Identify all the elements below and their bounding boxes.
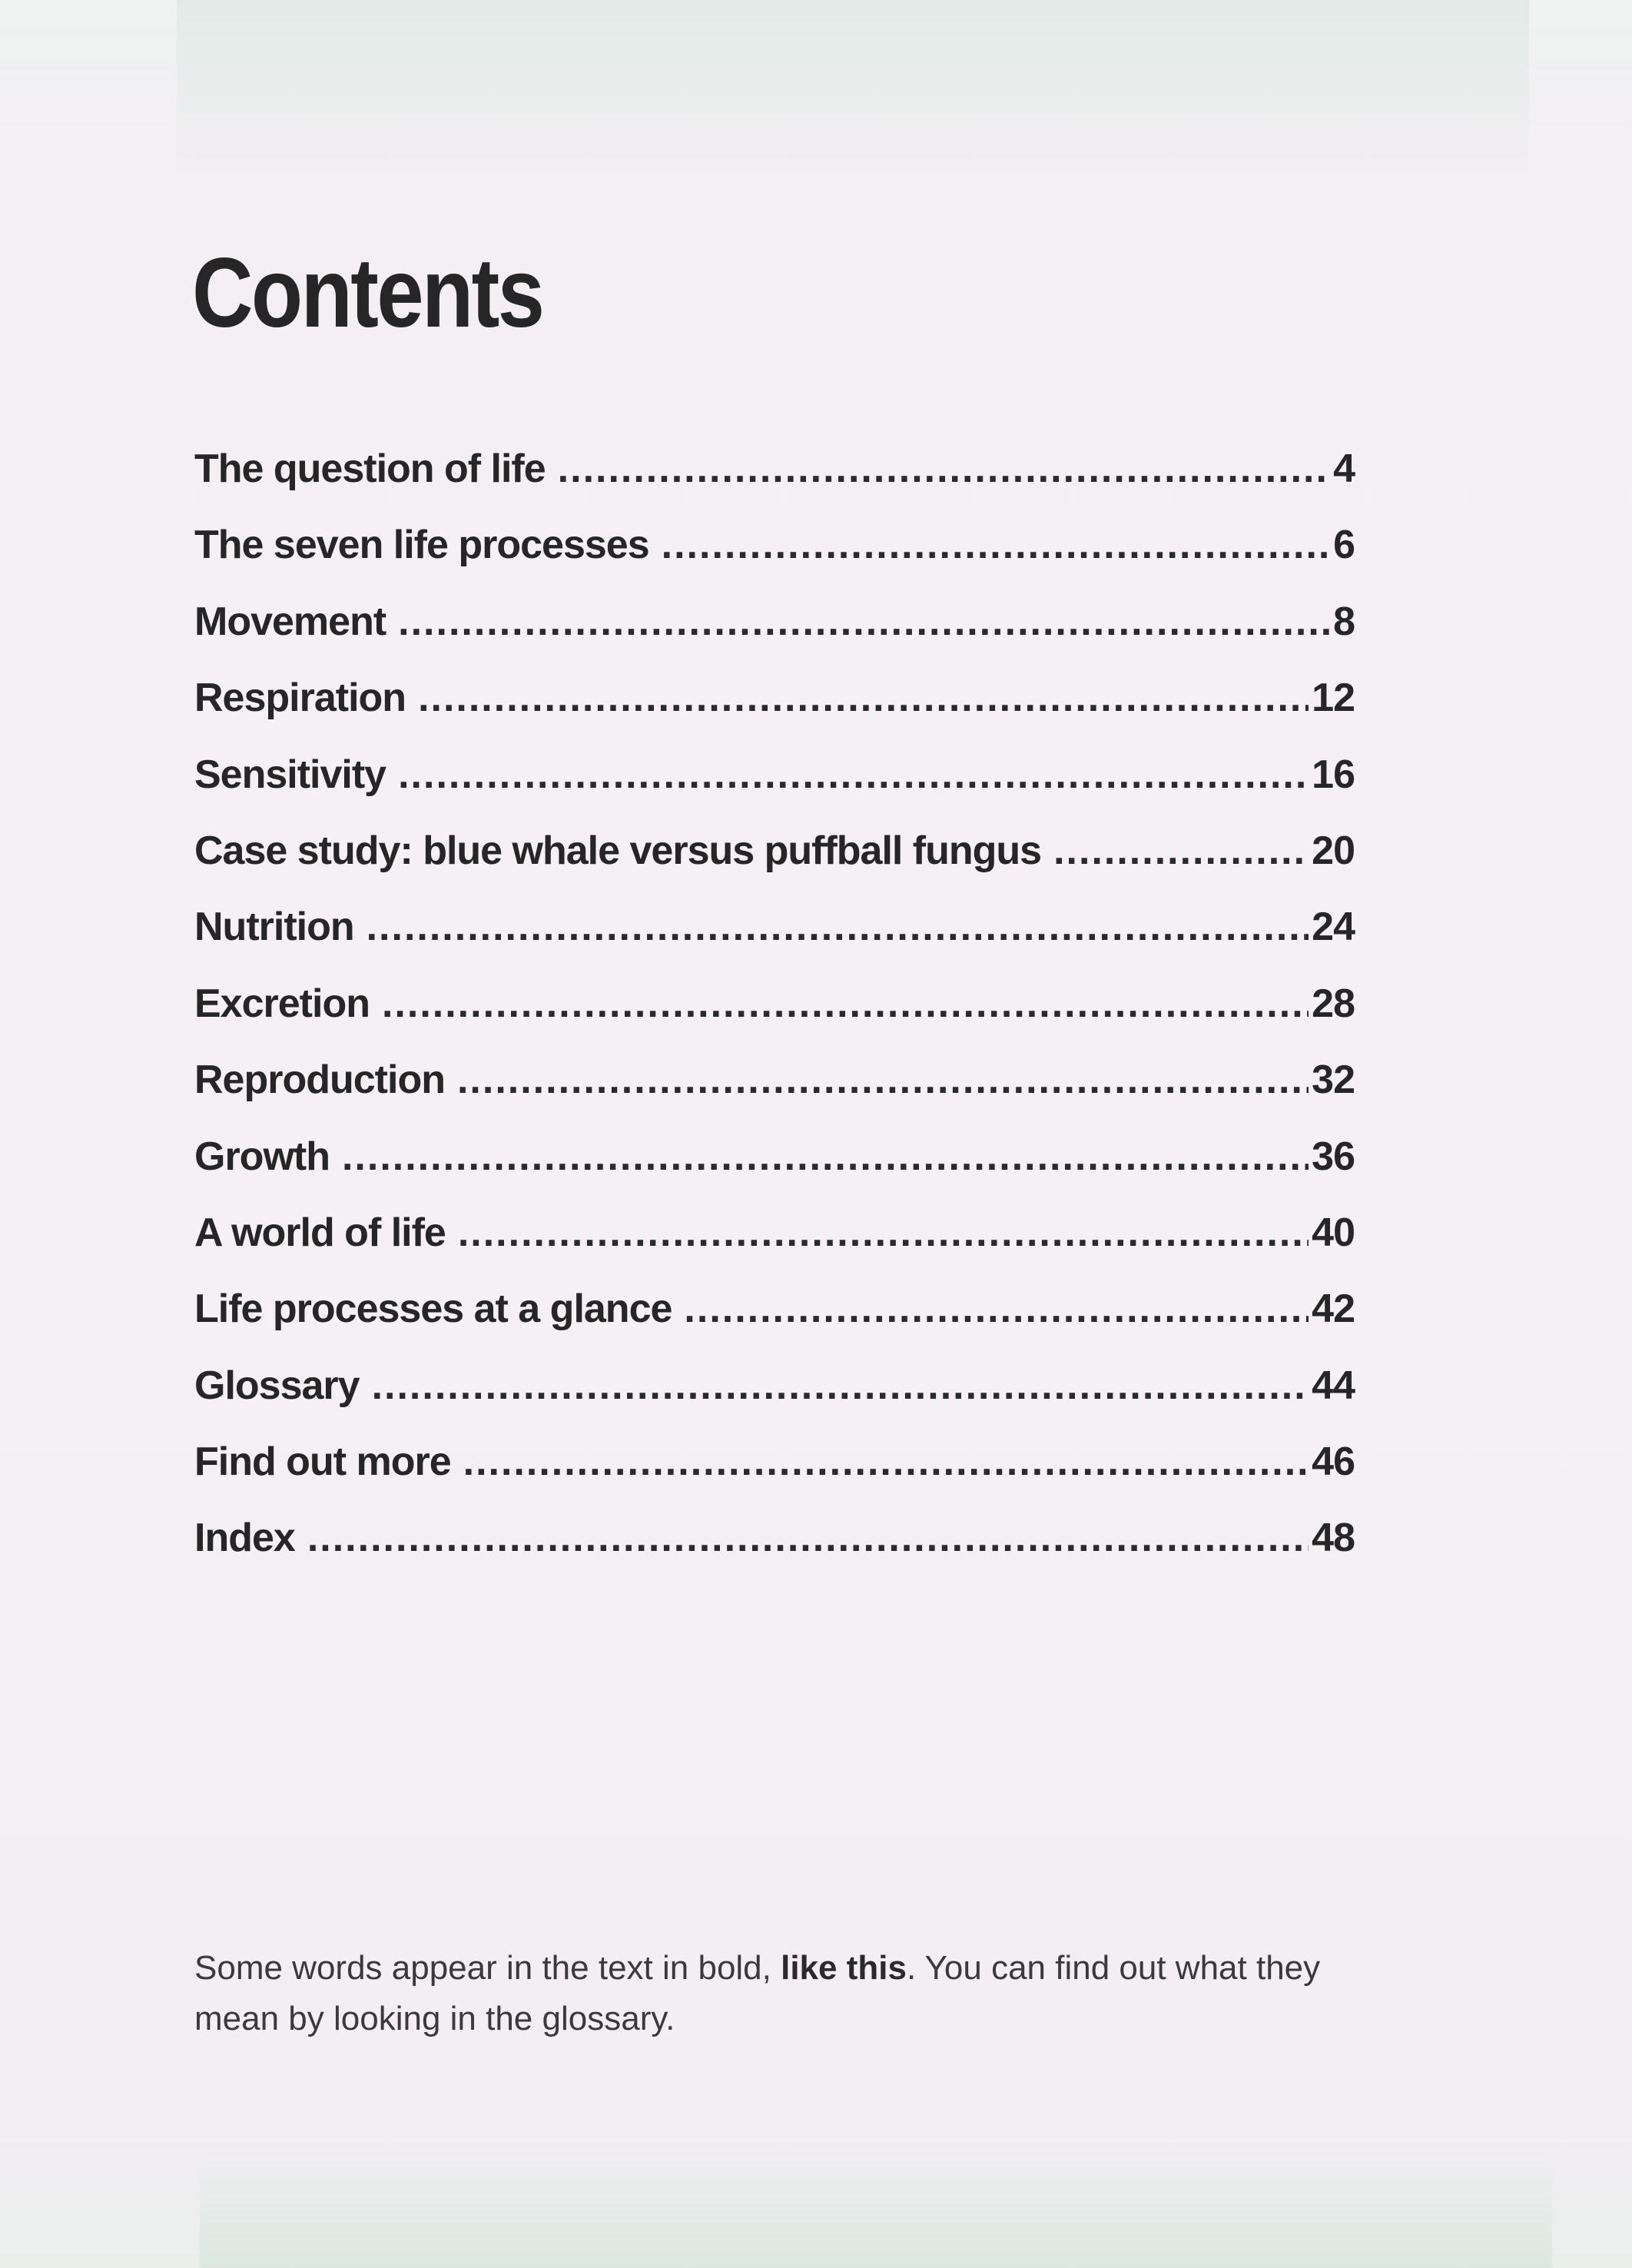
glossary-note-text: Some words appear in the text in bold, (194, 1949, 781, 1987)
toc-entry-page: 44 (1312, 1363, 1355, 1408)
toc-dot-leader (418, 675, 1309, 721)
toc-entry-page: 12 (1312, 676, 1355, 721)
toc-entry[interactable] (194, 675, 1355, 751)
glossary-note (194, 1943, 1347, 2044)
toc-entry[interactable] (194, 1363, 1355, 1439)
toc-entry-page: 24 (1312, 905, 1355, 950)
page-title: Contents (192, 238, 543, 348)
toc-dot-leader (458, 1210, 1309, 1256)
toc-entry[interactable] (194, 1134, 1355, 1210)
toc-entry-label: Sensitivity (194, 752, 386, 797)
toc-entry-page: 46 (1312, 1439, 1355, 1485)
toc-entry[interactable] (194, 981, 1355, 1057)
toc-entry[interactable] (194, 446, 1355, 522)
toc-entry-page: 40 (1312, 1210, 1355, 1255)
toc-dot-leader (307, 1515, 1309, 1561)
toc-dot-leader (367, 904, 1309, 950)
toc-dot-leader (457, 1057, 1309, 1103)
toc-entry-label: The question of life (194, 447, 546, 491)
toc-entry-label: Find out more (194, 1439, 451, 1485)
toc-entry-page: 8 (1333, 599, 1355, 644)
toc-dot-leader (558, 446, 1330, 492)
toc-entry[interactable] (194, 904, 1355, 980)
toc-entry[interactable] (194, 599, 1355, 675)
toc-entry-label: Index (194, 1516, 295, 1561)
toc-dot-leader (1053, 828, 1309, 874)
toc-entry-page: 20 (1312, 828, 1355, 873)
toc-entry-label: Reproduction (194, 1058, 445, 1103)
toc-entry-page: 48 (1312, 1516, 1355, 1561)
toc-entry-page: 32 (1312, 1058, 1355, 1103)
toc-entry[interactable] (194, 1515, 1355, 1591)
toc-entry[interactable] (194, 752, 1355, 828)
glossary-note-bold-example: like this (781, 1949, 907, 1987)
toc-entry-page: 6 (1333, 523, 1355, 568)
toc-dot-leader (342, 1134, 1309, 1180)
toc-entry[interactable] (194, 1210, 1355, 1286)
toc-dot-leader (398, 752, 1309, 798)
toc-entry-label: Life processes at a glance (194, 1287, 672, 1332)
toc-dot-leader (463, 1439, 1309, 1485)
toc-dot-leader (382, 981, 1309, 1027)
toc-entry-label: Movement (194, 599, 386, 644)
toc-dot-leader (372, 1363, 1309, 1409)
toc-entry-label: Growth (194, 1134, 330, 1179)
toc-entry[interactable] (194, 828, 1355, 904)
toc-entry-label: A world of life (194, 1210, 446, 1255)
toc-dot-leader (398, 599, 1330, 645)
toc-entry[interactable] (194, 1057, 1355, 1133)
toc-entry[interactable] (194, 1439, 1355, 1515)
toc-entry-label: Excretion (194, 981, 370, 1026)
table-of-contents (194, 446, 1355, 1592)
toc-dot-leader (662, 522, 1330, 568)
toc-dot-leader (684, 1286, 1309, 1332)
toc-entry-page: 36 (1312, 1134, 1355, 1179)
toc-entry-page: 28 (1312, 981, 1355, 1026)
toc-entry[interactable] (194, 1286, 1355, 1362)
toc-entry[interactable] (194, 522, 1355, 598)
page-top-shading (177, 0, 1529, 177)
toc-entry-page: 16 (1312, 752, 1355, 797)
toc-entry-label: Nutrition (194, 905, 354, 950)
toc-entry-page: 4 (1333, 447, 1355, 491)
toc-entry-label: Respiration (194, 676, 406, 721)
toc-entry-label: Case study: blue whale versus puffball fungus (194, 828, 1042, 873)
toc-entry-label: The seven life processes (194, 523, 649, 568)
page-bottom-shading (200, 2152, 1552, 2268)
glossary-note-text-end: . You can find out what they mean by looking in the glossary. (194, 1949, 1321, 2037)
toc-entry-label: Glossary (194, 1363, 360, 1408)
toc-entry-page: 42 (1312, 1287, 1355, 1332)
